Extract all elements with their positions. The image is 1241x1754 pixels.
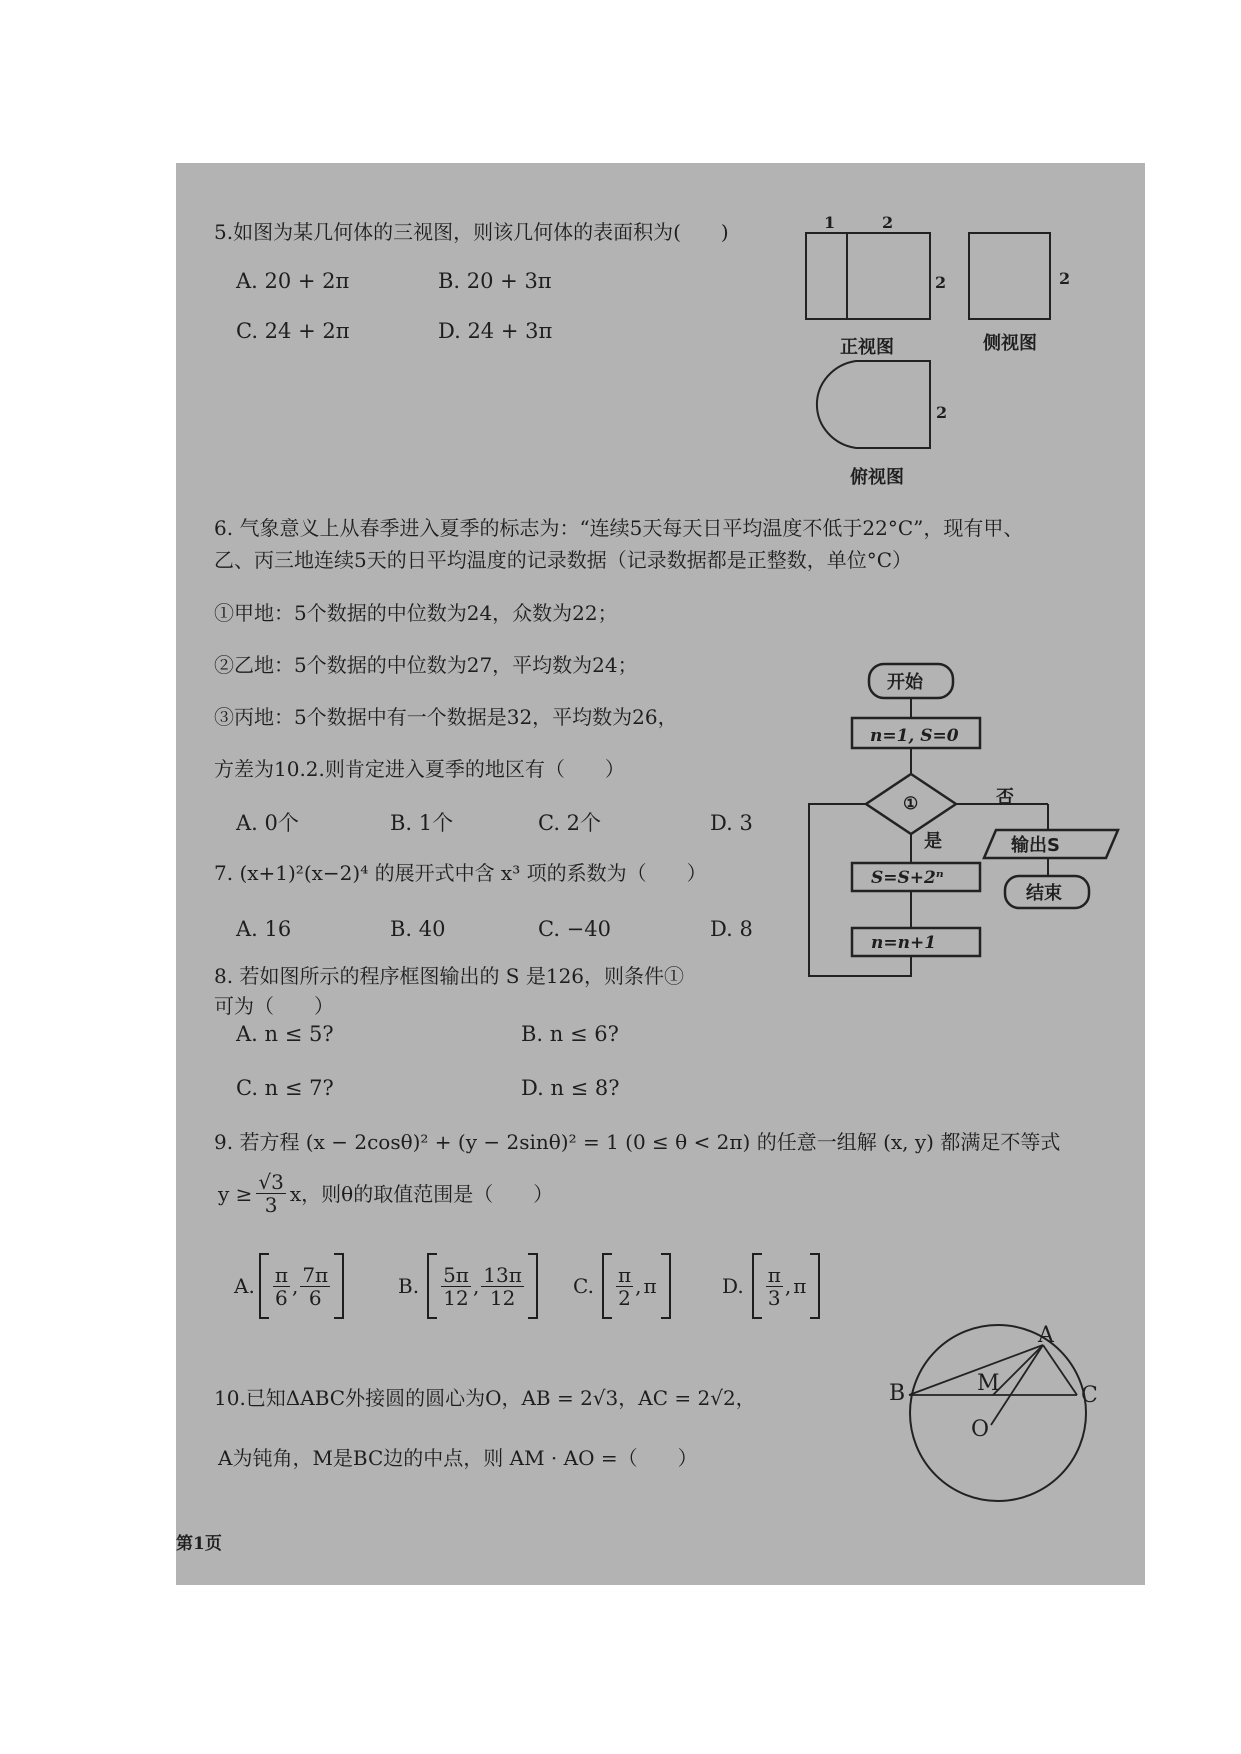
q6-line-2: 乙、丙三地连续5天的日平均温度的记录数据（记录数据都是正整数，单位°C） bbox=[214, 548, 913, 572]
flow-output-label: 输出S bbox=[1011, 835, 1060, 856]
q9-a-den-2: 6 bbox=[308, 1285, 322, 1310]
flow-init-label: n=1, S=0 bbox=[870, 726, 959, 746]
q9-option-b-right-bracket bbox=[528, 1253, 538, 1319]
q5-option-a: A. 20 + 2π bbox=[236, 269, 350, 293]
segment-am bbox=[993, 1345, 1043, 1395]
q6-item-3: ③丙地：5个数据中有一个数据是32，平均数为26， bbox=[214, 705, 678, 729]
flow-yes-label: 是 bbox=[924, 831, 942, 852]
q6-option-d: D. 3 bbox=[710, 811, 753, 835]
q9-a-num-1: π bbox=[274, 1262, 288, 1287]
q6-last-line: 方差为10.2.则肯定进入夏季的地区有（ ） bbox=[214, 757, 625, 781]
q8-flowchart bbox=[796, 658, 1141, 1183]
q6-option-a: A. 0个 bbox=[236, 811, 299, 835]
q9-option-a: A. $\frac{\pi}{6}$ , $\frac{7\pi}{6}$ bbox=[234, 1253, 344, 1319]
q10-circle-figure bbox=[891, 1313, 1141, 1523]
dim-1-label: 1 bbox=[824, 213, 836, 232]
q9-ineq-left: y ≥ bbox=[218, 1181, 253, 1206]
side-view-rect bbox=[969, 233, 1050, 319]
q6-line-1: 6. 气象意义上从春季进入夏季的标志为：“连续5天每天日平均温度不低于22°C”，现有甲、 bbox=[214, 516, 1024, 540]
dim-2-side-label: 2 bbox=[1059, 269, 1071, 288]
q10-line-2: A为钝角，M是BC边的中点，则 AM · AO =（ ） bbox=[218, 1446, 698, 1470]
point-c-label: C bbox=[1081, 1383, 1098, 1408]
q5-option-d: D. 24 + 3π bbox=[438, 319, 553, 343]
q7-option-c: C. −40 bbox=[538, 917, 611, 941]
q9-option-b-left-bracket bbox=[427, 1253, 437, 1319]
front-view-label: 正视图 bbox=[840, 337, 894, 358]
q9-option-c-right-bracket bbox=[661, 1253, 671, 1319]
q6-item-2: ②乙地：5个数据的中位数为27，平均数为24； bbox=[214, 653, 638, 677]
q7-option-d: D. 8 bbox=[710, 917, 753, 941]
q9-ineq-den: 3 bbox=[264, 1193, 278, 1217]
point-m-label: M bbox=[977, 1371, 1000, 1396]
q9-option-c-left-bracket bbox=[602, 1253, 612, 1319]
q5-option-b: B. 20 + 3π bbox=[438, 269, 552, 293]
q9-ineq-num: √3 bbox=[258, 1170, 284, 1194]
top-view-label: 俯视图 bbox=[850, 467, 904, 488]
flow-end-label: 结束 bbox=[1026, 883, 1062, 904]
flow-start-label: 开始 bbox=[887, 672, 923, 693]
q9-option-a-right-bracket bbox=[334, 1253, 344, 1319]
front-view-rect bbox=[806, 233, 930, 319]
q9-c-end: π bbox=[643, 1274, 657, 1298]
q9-option-d: D. $\frac{\pi}{3}$ , π bbox=[722, 1253, 820, 1319]
q9-b-den-1: 12 bbox=[443, 1285, 469, 1310]
dim-2-top-label: 2 bbox=[882, 213, 894, 232]
q9-c-num-1: π bbox=[617, 1262, 632, 1287]
q9-d-den-1: 3 bbox=[767, 1285, 781, 1310]
point-o-label: O bbox=[971, 1417, 990, 1442]
q8-line-1: 8. 若如图所示的程序框图输出的 S 是126，则条件① bbox=[214, 964, 685, 988]
top-view-shape bbox=[817, 361, 930, 448]
dim-2-front-label: 2 bbox=[935, 273, 947, 292]
q9-option-b: B. $\frac{5\pi}{12}$ , $\frac{13\pi}{12}$ bbox=[398, 1253, 538, 1319]
q9-a-den-1: 6 bbox=[275, 1285, 288, 1310]
q6-item-1: ①甲地：5个数据的中位数为24，众数为22； bbox=[214, 601, 618, 625]
q8-option-c: C. n ≤ 7? bbox=[236, 1076, 334, 1100]
segment-ab bbox=[909, 1345, 1043, 1395]
dim-2-top-view-label: 2 bbox=[936, 403, 948, 422]
q9-d-end: π bbox=[793, 1274, 807, 1298]
page-number: 第1页 bbox=[176, 1534, 222, 1554]
q9-b-num-1: 5π bbox=[443, 1262, 469, 1287]
q9-b-den-2: 12 bbox=[489, 1285, 516, 1310]
q9-option-c: C. $\frac{\pi}{2}$ , π bbox=[573, 1253, 671, 1319]
q9-inequality bbox=[218, 1171, 553, 1216]
q8-line-2: 可为（ ） bbox=[214, 994, 334, 1018]
point-a-label: A bbox=[1038, 1323, 1054, 1348]
flow-condition-label: ① bbox=[903, 794, 919, 814]
q8-option-a: A. n ≤ 5? bbox=[236, 1022, 334, 1046]
scanned-page bbox=[176, 163, 1145, 1585]
q9-c-den-1: 2 bbox=[618, 1285, 631, 1310]
q9-option-a-label: A. bbox=[234, 1274, 255, 1298]
q8-option-d: D. n ≤ 8? bbox=[521, 1076, 620, 1100]
q7-stem: 7. (x+1)²(x−2)⁴ 的展开式中含 x³ 项的系数为（ ） bbox=[214, 861, 707, 885]
flow-update-s-label: S=S+2ⁿ bbox=[871, 868, 944, 888]
q9-option-c-label: C. bbox=[573, 1274, 594, 1298]
q9-ineq-right: x，则θ的取值范围是（ ） bbox=[289, 1181, 554, 1206]
q7-option-b: B. 40 bbox=[390, 917, 446, 941]
q10-line-1: 10.已知ΔABC外接圆的圆心为O，AB = 2√3，AC = 2√2， bbox=[214, 1386, 756, 1410]
q9-option-d-label: D. bbox=[722, 1274, 744, 1298]
q8-option-b: B. n ≤ 6? bbox=[521, 1022, 619, 1046]
q9-option-a-left-bracket bbox=[259, 1253, 269, 1319]
side-view-label: 侧视图 bbox=[983, 333, 1037, 354]
q5-stem: 5.如图为某几何体的三视图，则该几何体的表面积为( ) bbox=[214, 220, 729, 244]
q9-line-1: 9. 若方程 (x − 2cosθ)² + (y − 2sinθ)² = 1 (0 ≤ θ < 2π) 的任意一组解 (x, y) 都满足不等式 bbox=[214, 1130, 1061, 1154]
q6-option-b: B. 1个 bbox=[390, 811, 454, 835]
q9-option-d-left-bracket bbox=[752, 1253, 762, 1319]
q9-a-num-2: 7π bbox=[302, 1262, 329, 1287]
q9-ineq-fraction bbox=[256, 1171, 285, 1216]
q9-b-num-2: 13π bbox=[483, 1262, 522, 1287]
flow-update-n-label: n=n+1 bbox=[871, 933, 937, 953]
q7-option-a: A. 16 bbox=[236, 917, 292, 941]
point-b-label: B bbox=[889, 1381, 906, 1406]
q9-d-num-1: π bbox=[767, 1262, 781, 1287]
q6-option-c: C. 2个 bbox=[538, 811, 602, 835]
q9-option-b-label: B. bbox=[398, 1274, 420, 1298]
q9-option-d-right-bracket bbox=[810, 1253, 820, 1319]
flow-no-label: 否 bbox=[996, 787, 1014, 808]
segment-ac bbox=[1043, 1345, 1077, 1395]
q5-option-c: C. 24 + 2π bbox=[236, 319, 350, 343]
